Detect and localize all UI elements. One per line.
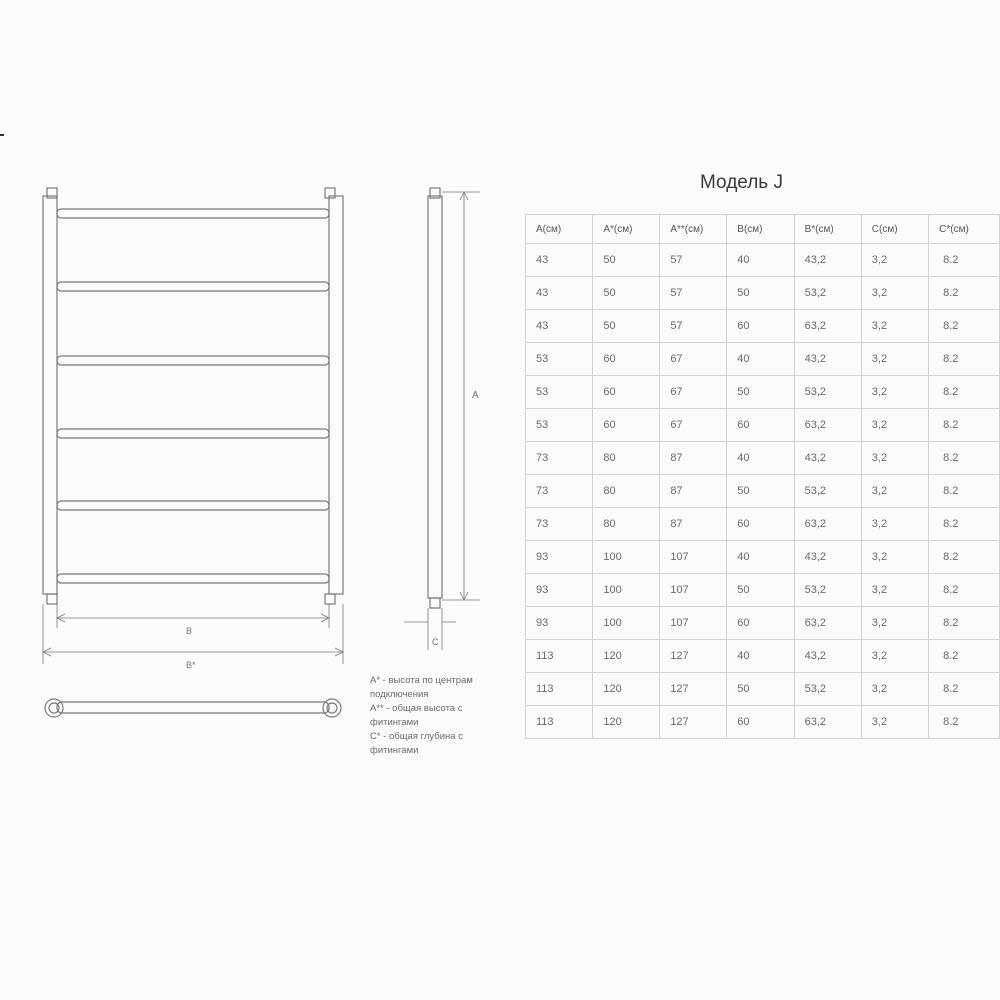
table-row [526, 607, 1000, 640]
table-row [526, 574, 1000, 607]
cell-a: 113 [526, 673, 593, 706]
rung-1 [57, 209, 329, 218]
dimension-b-star-label: B* [186, 660, 196, 670]
cell-b: 50 [727, 673, 794, 706]
cell-a-star: 80 [593, 475, 660, 508]
header-a: A(см) [526, 215, 593, 244]
cell-b: 60 [727, 310, 794, 343]
cell-c-star: 8.2 [929, 343, 1000, 376]
cell-b-star: 43,2 [794, 343, 861, 376]
cell-a-star: 50 [593, 277, 660, 310]
cell-b: 50 [727, 277, 794, 310]
cell-a-star: 80 [593, 442, 660, 475]
cell-c: 3,2 [861, 640, 928, 673]
cell-a: 53 [526, 409, 593, 442]
cell-a-double-star: 67 [660, 343, 727, 376]
cell-c-star: 8.2 [929, 640, 1000, 673]
cell-a-star: 60 [593, 343, 660, 376]
cell-c: 3,2 [861, 442, 928, 475]
table-row [526, 277, 1000, 310]
cell-a-double-star: 67 [660, 409, 727, 442]
cell-a-star: 100 [593, 574, 660, 607]
cell-b: 50 [727, 376, 794, 409]
table-row [526, 244, 1000, 277]
cell-a: 73 [526, 475, 593, 508]
cell-c: 3,2 [861, 508, 928, 541]
table-row [526, 640, 1000, 673]
cell-c: 3,2 [861, 310, 928, 343]
cell-a: 43 [526, 244, 593, 277]
cell-a-double-star: 57 [660, 277, 727, 310]
dimension-table [525, 214, 1000, 739]
dimension-b-label: B [186, 626, 193, 636]
cell-a-star: 60 [593, 376, 660, 409]
cell-a-double-star: 57 [660, 310, 727, 343]
header-c: C(см) [861, 215, 928, 244]
cell-a-star: 100 [593, 541, 660, 574]
cell-c-star: 8.2 [929, 442, 1000, 475]
cell-a: 53 [526, 376, 593, 409]
cell-c-star: 8.2 [929, 475, 1000, 508]
cell-b-star: 43,2 [794, 244, 861, 277]
cell-a-star: 120 [593, 640, 660, 673]
cell-b-star: 63,2 [794, 409, 861, 442]
cell-b-star: 63,2 [794, 310, 861, 343]
model-title: Модель J [700, 172, 783, 193]
cell-b: 40 [727, 343, 794, 376]
top-view-bar [57, 702, 329, 713]
cell-b: 40 [727, 541, 794, 574]
cell-a: 53 [526, 343, 593, 376]
cell-b-star: 63,2 [794, 607, 861, 640]
cell-a-double-star: 87 [660, 442, 727, 475]
table-row [526, 475, 1000, 508]
cell-a-double-star: 107 [660, 607, 727, 640]
cell-b: 60 [727, 607, 794, 640]
cell-c: 3,2 [861, 541, 928, 574]
rung-3 [57, 356, 329, 365]
cell-b-star: 63,2 [794, 508, 861, 541]
table-row [526, 442, 1000, 475]
cell-a-double-star: 87 [660, 475, 727, 508]
cell-a: 113 [526, 706, 593, 739]
cell-a: 93 [526, 574, 593, 607]
cell-c: 3,2 [861, 475, 928, 508]
cell-c-star: 8.2 [929, 706, 1000, 739]
cell-b-star: 63,2 [794, 706, 861, 739]
cell-a-star: 120 [593, 706, 660, 739]
cell-b: 50 [727, 574, 794, 607]
cell-a-star: 100 [593, 607, 660, 640]
cell-a: 113 [526, 640, 593, 673]
rung-6 [57, 574, 329, 583]
top-view-left-fitting [45, 699, 63, 717]
cell-c-star: 8.2 [929, 376, 1000, 409]
cell-c: 3,2 [861, 343, 928, 376]
side-view-upright [428, 196, 442, 598]
cell-a: 93 [526, 541, 593, 574]
cell-a-star: 50 [593, 244, 660, 277]
table-row [526, 409, 1000, 442]
cell-a-double-star: 127 [660, 673, 727, 706]
top-view-right-fitting [323, 699, 341, 717]
table-row [526, 541, 1000, 574]
table-header-row [526, 215, 1000, 244]
cell-b-star: 43,2 [794, 442, 861, 475]
cell-a-double-star: 57 [660, 244, 727, 277]
cell-c-star: 8.2 [929, 574, 1000, 607]
cell-b: 50 [727, 475, 794, 508]
cell-c: 3,2 [861, 409, 928, 442]
cell-a-double-star: 67 [660, 376, 727, 409]
cell-a-double-star: 127 [660, 640, 727, 673]
cell-c-star: 8.2 [929, 310, 1000, 343]
cell-c-star: 8.2 [929, 409, 1000, 442]
table-row [526, 310, 1000, 343]
cell-a: 43 [526, 277, 593, 310]
cell-c-star: 8.2 [929, 508, 1000, 541]
cell-a-double-star: 107 [660, 574, 727, 607]
cell-b-star: 53,2 [794, 475, 861, 508]
cell-b-star: 43,2 [794, 541, 861, 574]
dimension-a-label: A [472, 390, 479, 401]
header-b: B(см) [727, 215, 794, 244]
rung-5 [57, 501, 329, 510]
cell-c: 3,2 [861, 706, 928, 739]
cell-a: 73 [526, 508, 593, 541]
rung-2 [57, 282, 329, 291]
cell-a-double-star: 107 [660, 541, 727, 574]
cell-a-star: 120 [593, 673, 660, 706]
left-bottom-cap [47, 594, 57, 604]
header-a-star: A*(см) [593, 215, 660, 244]
note-a-star: A* - высота по центрам подключения [370, 675, 473, 700]
rung-4 [57, 429, 329, 438]
cell-a-star: 50 [593, 310, 660, 343]
left-upright [43, 196, 57, 594]
table-row [526, 673, 1000, 706]
table-row [526, 508, 1000, 541]
header-c-star: C*(см) [929, 215, 1000, 244]
cell-c: 3,2 [861, 574, 928, 607]
cell-c: 3,2 [861, 244, 928, 277]
cell-b-star: 53,2 [794, 673, 861, 706]
cell-c: 3,2 [861, 277, 928, 310]
cell-b: 60 [727, 409, 794, 442]
table-row [526, 376, 1000, 409]
cell-b: 40 [727, 442, 794, 475]
cell-a-star: 80 [593, 508, 660, 541]
cell-a: 43 [526, 310, 593, 343]
cell-b-star: 53,2 [794, 277, 861, 310]
cell-b: 40 [727, 244, 794, 277]
cell-a-double-star: 127 [660, 706, 727, 739]
dimension-notes [370, 674, 510, 758]
cell-c-star: 8.2 [929, 673, 1000, 706]
right-upright [329, 196, 343, 594]
cell-a-double-star: 87 [660, 508, 727, 541]
header-a-double-star: A**(см) [660, 215, 727, 244]
cell-c-star: 8.2 [929, 541, 1000, 574]
cell-b: 40 [727, 640, 794, 673]
table-row [526, 343, 1000, 376]
cell-c-star: 8.2 [929, 277, 1000, 310]
cell-a: 93 [526, 607, 593, 640]
cell-b: 60 [727, 508, 794, 541]
table-body [526, 244, 1000, 739]
cell-b-star: 53,2 [794, 574, 861, 607]
cell-c: 3,2 [861, 376, 928, 409]
dimension-c-label: C [432, 637, 439, 647]
cell-b: 60 [727, 706, 794, 739]
cell-c-star: 8.2 [929, 244, 1000, 277]
table-row [526, 706, 1000, 739]
cell-a: 73 [526, 442, 593, 475]
note-a-double-star: A** - общая высота с фитингами [370, 703, 463, 728]
cell-b-star: 43,2 [794, 640, 861, 673]
cell-a-star: 60 [593, 409, 660, 442]
cell-b-star: 53,2 [794, 376, 861, 409]
right-bottom-cap [325, 594, 335, 604]
header-b-star: B*(см) [794, 215, 861, 244]
note-c-star: C* - общая глубина с фитингами [370, 731, 463, 756]
cell-c-star: 8.2 [929, 607, 1000, 640]
cell-c: 3,2 [861, 607, 928, 640]
cell-c: 3,2 [861, 673, 928, 706]
